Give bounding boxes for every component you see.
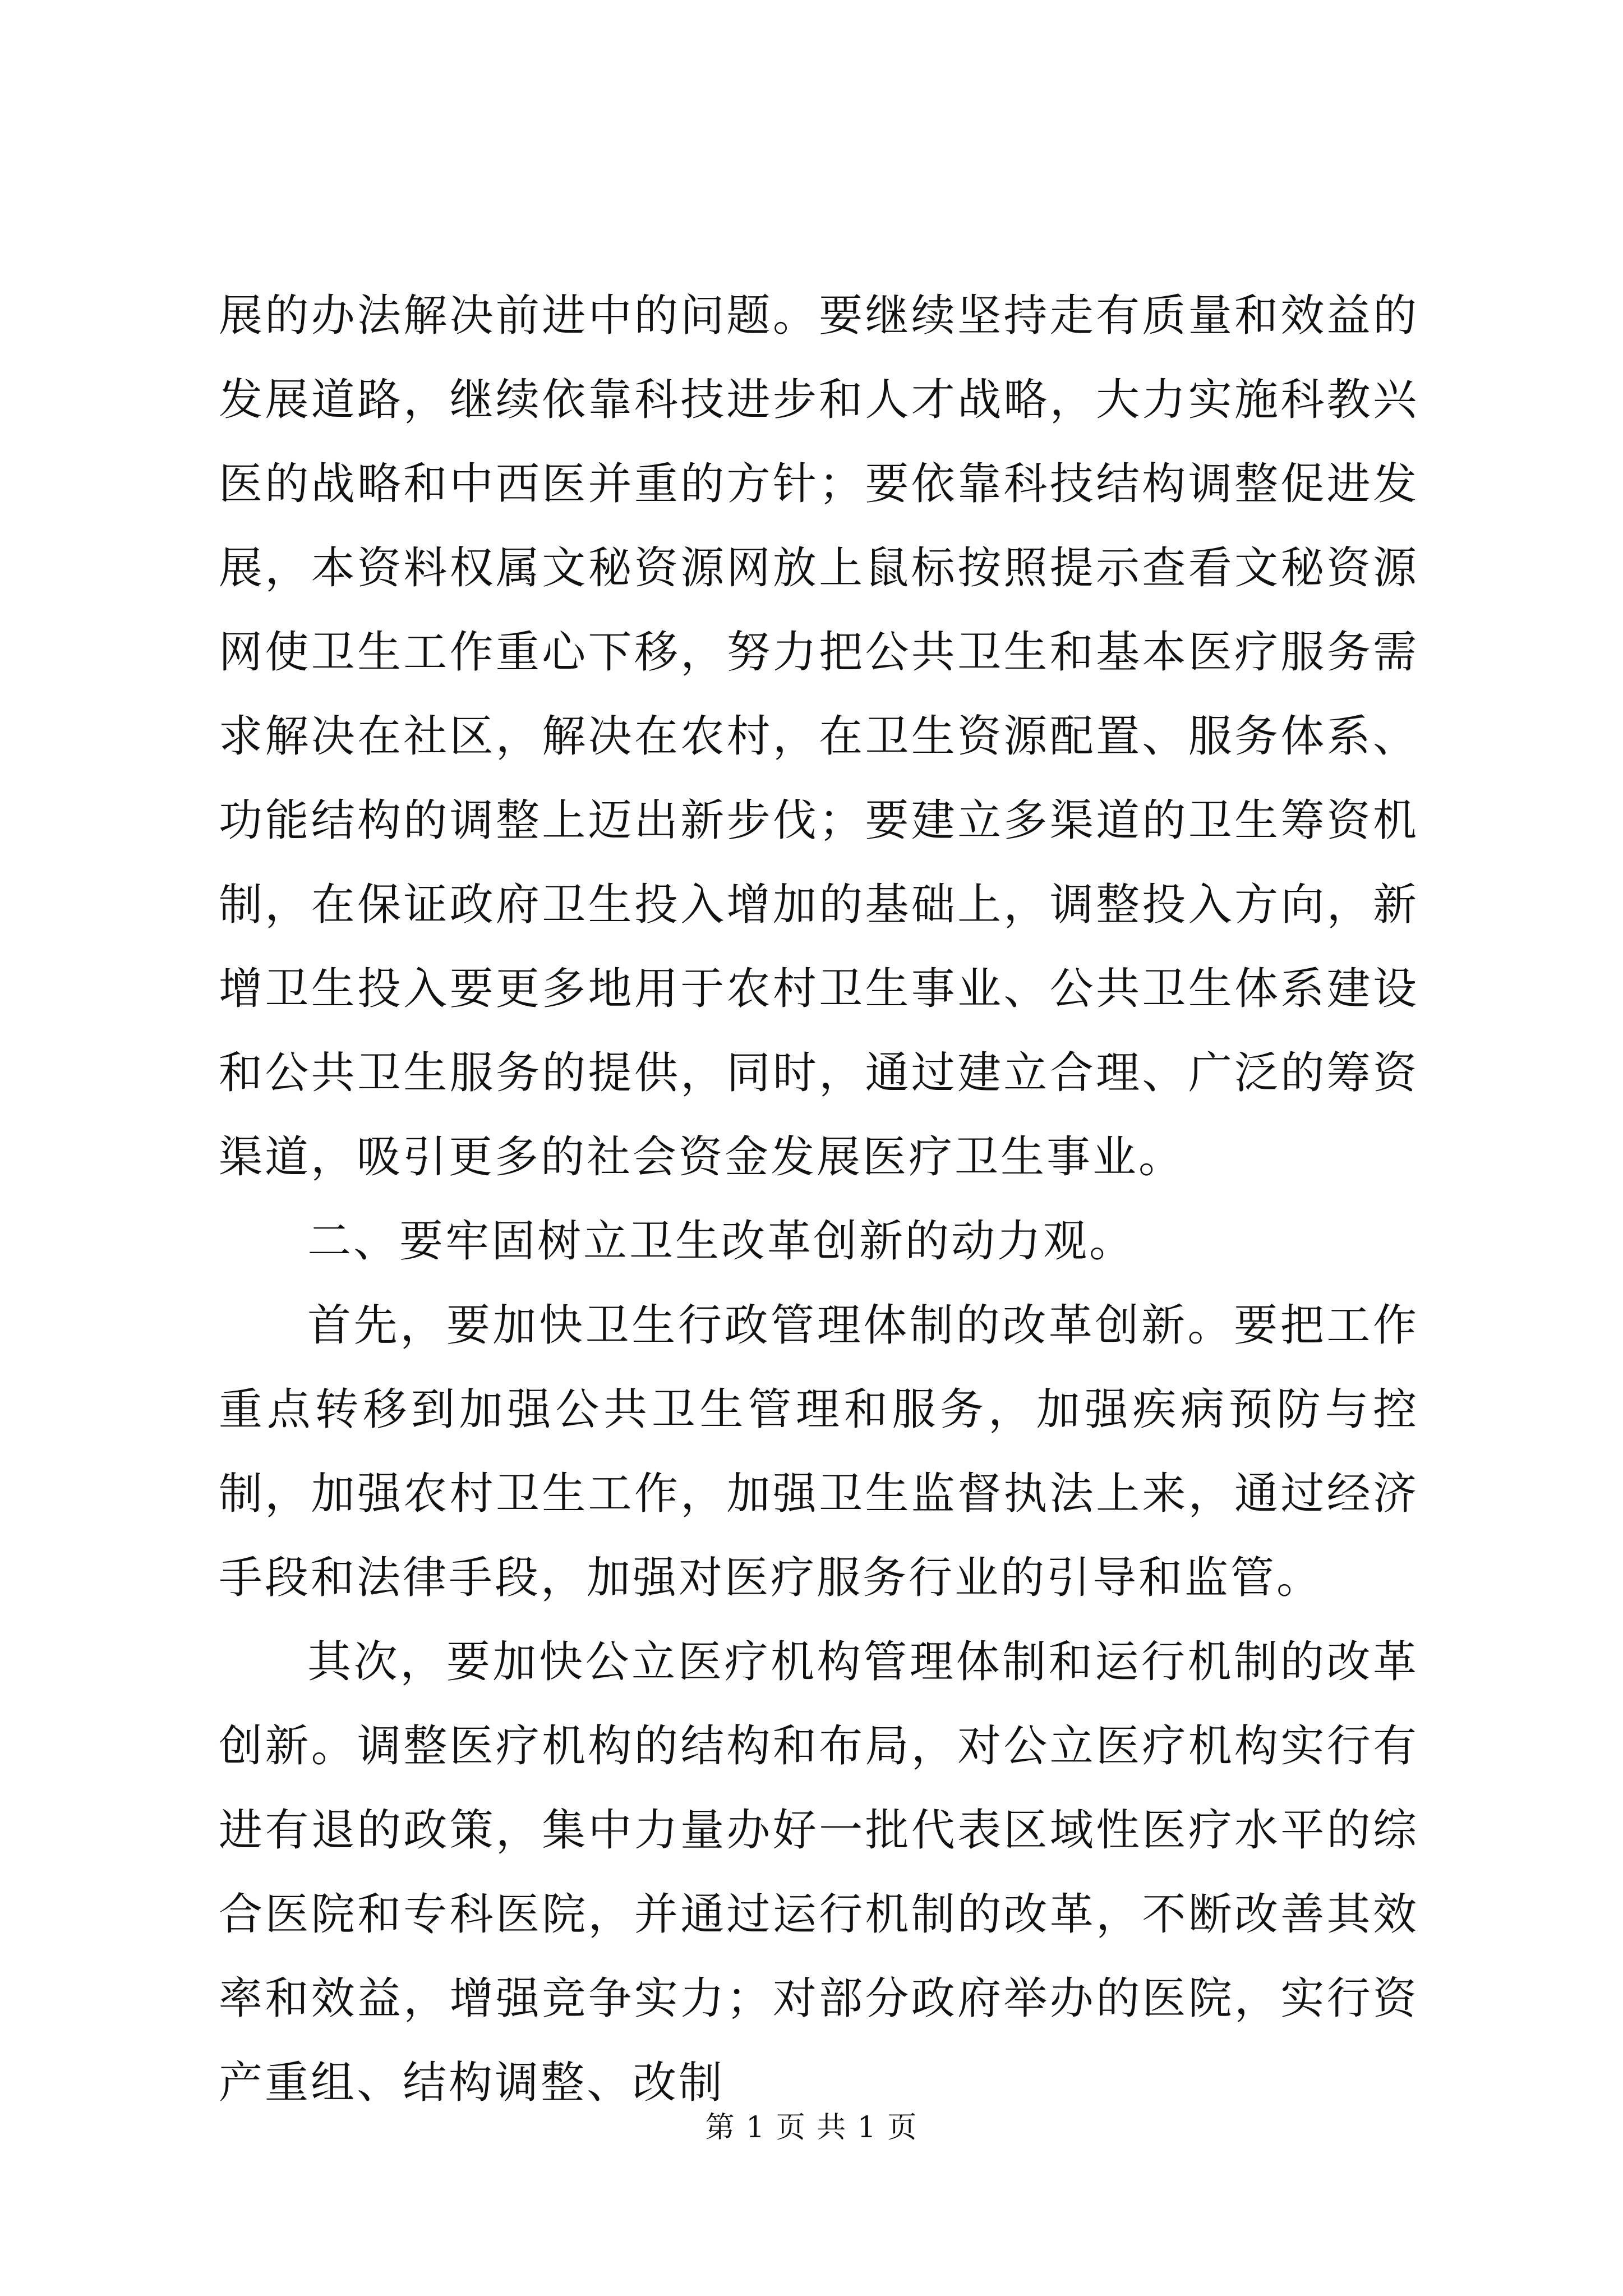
- page-number-footer: 第 1 页 共 1 页: [705, 2111, 918, 2145]
- paragraph-continuation: 展的办法解决前进中的问题。要继续坚持走有质量和效益的发展道路，继续依靠科技进步和人才战略，大力实施科教兴医的战略和中西医并重的方针；要依靠科技结构调整促进发展，本资料权属文秘资源网放上鼠标按照提示查看文秘资源网使卫生工作重心下移，努力把公共卫生和基本医疗服务需求解决在社区，解决在农村，在卫生资源配置、服务体系、功能结构的调整上迈出新步伐；要建立多渠道的卫生筹资机制，在保证政府卫生投入增加的基础上，调整投入方向，新增卫生投入要更多地用于农村卫生事业、公共卫生体系建设和公共卫生服务的提供，同时，通过建立合理、广泛的筹资渠道，吸引更多的社会资金发展医疗卫生事业。: [219, 291, 1419, 1182]
- section-heading-two: 二、要牢固树立卫生改革创新的动力观。: [307, 1216, 1136, 1267]
- paragraph-first: 首先，要加快卫生行政管理体制的改革创新。要把工作重点转移到加强公共卫生管理和服务，加强疾病预防与控制，加强农村卫生工作，加强卫生监督执法上来，通过经济手段和法律手段，加强对医疗服务行业的引导和监管。: [219, 1300, 1419, 1603]
- paragraph-second: 其次，要加快公立医疗机构管理体制和运行机制的改革创新。调整医疗机构的结构和布局，对公立医疗机构实行有进有退的政策，集中力量办好一批代表区域性医疗水平的综合医院和专科医院，并通过运行机制的改革，不断改善其效率和效益，增强竞争实力；对部分政府举办的医院，实行资产重组、结构调整、改制: [219, 1637, 1419, 2108]
- document-body: [219, 274, 1419, 2125]
